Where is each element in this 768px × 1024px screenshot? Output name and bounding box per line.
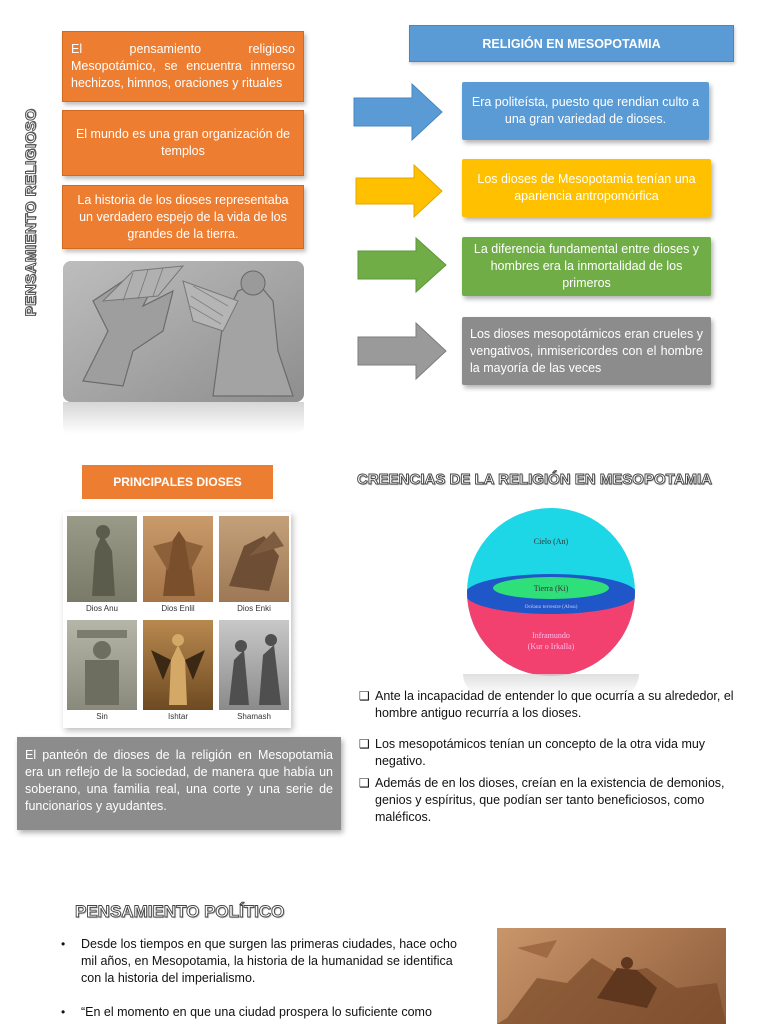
creencias-heading: CREENCIAS DE LA RELIGIÓN EN MESOPOTAMIA bbox=[357, 471, 713, 488]
god-caption-enki: Dios Enki bbox=[237, 604, 271, 613]
green-arrow-icon bbox=[356, 236, 448, 294]
principales-dioses-label: PRINCIPALES DIOSES bbox=[82, 465, 273, 499]
image-reflection bbox=[63, 402, 304, 434]
cosmos-inframundo-label: Inframundo bbox=[532, 631, 570, 640]
orange-box-2: El mundo es una gran organización de templos bbox=[62, 110, 304, 176]
yellow-box: Los dioses de Mesopotamia tenían una apariencia antropomórfica bbox=[462, 159, 711, 217]
blue-box: Era politeísta, puesto que rendian culto a una gran variedad de dioses. bbox=[462, 82, 709, 140]
gray-box-right: Los dioses mesopotámicos eran crueles y vengativos, inmisericordes con el hombre la mayoría de las veces bbox=[462, 317, 711, 385]
gods-grid bbox=[63, 512, 291, 728]
gray-arrow-icon bbox=[356, 321, 448, 381]
checkbox-bullet-icon: ❑ bbox=[359, 737, 370, 751]
blue-arrow-icon bbox=[352, 82, 444, 142]
side-title: PENSAMIENTO RELIGIOSO bbox=[22, 108, 40, 317]
god-shamash-image bbox=[219, 620, 289, 710]
green-box: La diferencia fundamental entre dioses y hombres era la inmortalidad de los primeros bbox=[462, 237, 711, 296]
god-caption-sin: Sin bbox=[96, 712, 108, 721]
politico-item-1: • Desde los tiempos en que surgen las primeras ciudades, hace ocho mil años, en Mesopotamia, la historia de la humanidad se identifica con la historia del imperialismo. bbox=[61, 937, 457, 985]
cosmos-cielo-label: Cielo (An) bbox=[533, 537, 569, 546]
belief-item-3: ❑ Además de en los dioses, creían en la existencia de demonios, genios y espíritus, que podían ser tanto beneficiosos, como maléficos. bbox=[359, 776, 725, 824]
orange-box-3: La historia de los dioses representaba un verdadero espejo de la vida de los grandes de la tierra. bbox=[62, 185, 304, 249]
god-caption-shamash: Shamash bbox=[237, 712, 271, 721]
bullet-dot-icon: • bbox=[61, 1005, 66, 1019]
checkbox-bullet-icon: ❑ bbox=[359, 776, 370, 790]
cosmos-inframundo-sub-label: (Kur o Irkalla) bbox=[527, 642, 575, 651]
god-caption-enlil: Dios Enlil bbox=[161, 604, 195, 613]
main-title-box: RELIGIÓN EN MESOPOTAMIA bbox=[409, 25, 734, 62]
god-sin-image bbox=[67, 620, 137, 710]
god-caption-anu: Dios Anu bbox=[85, 604, 119, 613]
hunt-relief-image bbox=[497, 928, 726, 1024]
cosmos-oceano-label: Océano terrestre (Absu) bbox=[524, 604, 578, 610]
god-enki-image bbox=[219, 516, 289, 602]
orange-box-1: El pensamiento religioso Mesopotámico, se encuentra inmerso hechizos, himnos, oraciones y rituales bbox=[62, 31, 304, 102]
politico-heading: PENSAMIENTO POLÍTICO bbox=[75, 902, 285, 921]
god-ishtar-image bbox=[143, 620, 213, 710]
belief-item-2: ❑ Los mesopotámicos tenían un concepto de la otra vida muy negativo. bbox=[359, 737, 706, 768]
cosmos-tierra-label: Tierra (Ki) bbox=[533, 584, 569, 593]
assyrian-relief-image bbox=[63, 261, 304, 402]
pantheon-text-box: El panteón de dioses de la religión en Mesopotamia era un reflejo de la sociedad, de manera que había un soberano, una familia real, una corte y una serie de funcionarios y ayudantes. bbox=[17, 737, 341, 830]
checkbox-bullet-icon: ❑ bbox=[359, 689, 370, 703]
god-enlil-image bbox=[143, 516, 213, 602]
belief-item-1: ❑ Ante la incapacidad de entender lo que ocurría a su alrededor, el hombre antiguo recurría a los dioses. bbox=[359, 689, 734, 720]
yellow-arrow-icon bbox=[354, 163, 444, 219]
god-anu-image bbox=[67, 516, 137, 602]
politico-item-2: • “En el momento en que una ciudad prospera lo suficiente como bbox=[61, 1005, 432, 1019]
god-caption-ishtar: Ishtar bbox=[167, 712, 188, 721]
bullet-dot-icon: • bbox=[61, 937, 66, 951]
